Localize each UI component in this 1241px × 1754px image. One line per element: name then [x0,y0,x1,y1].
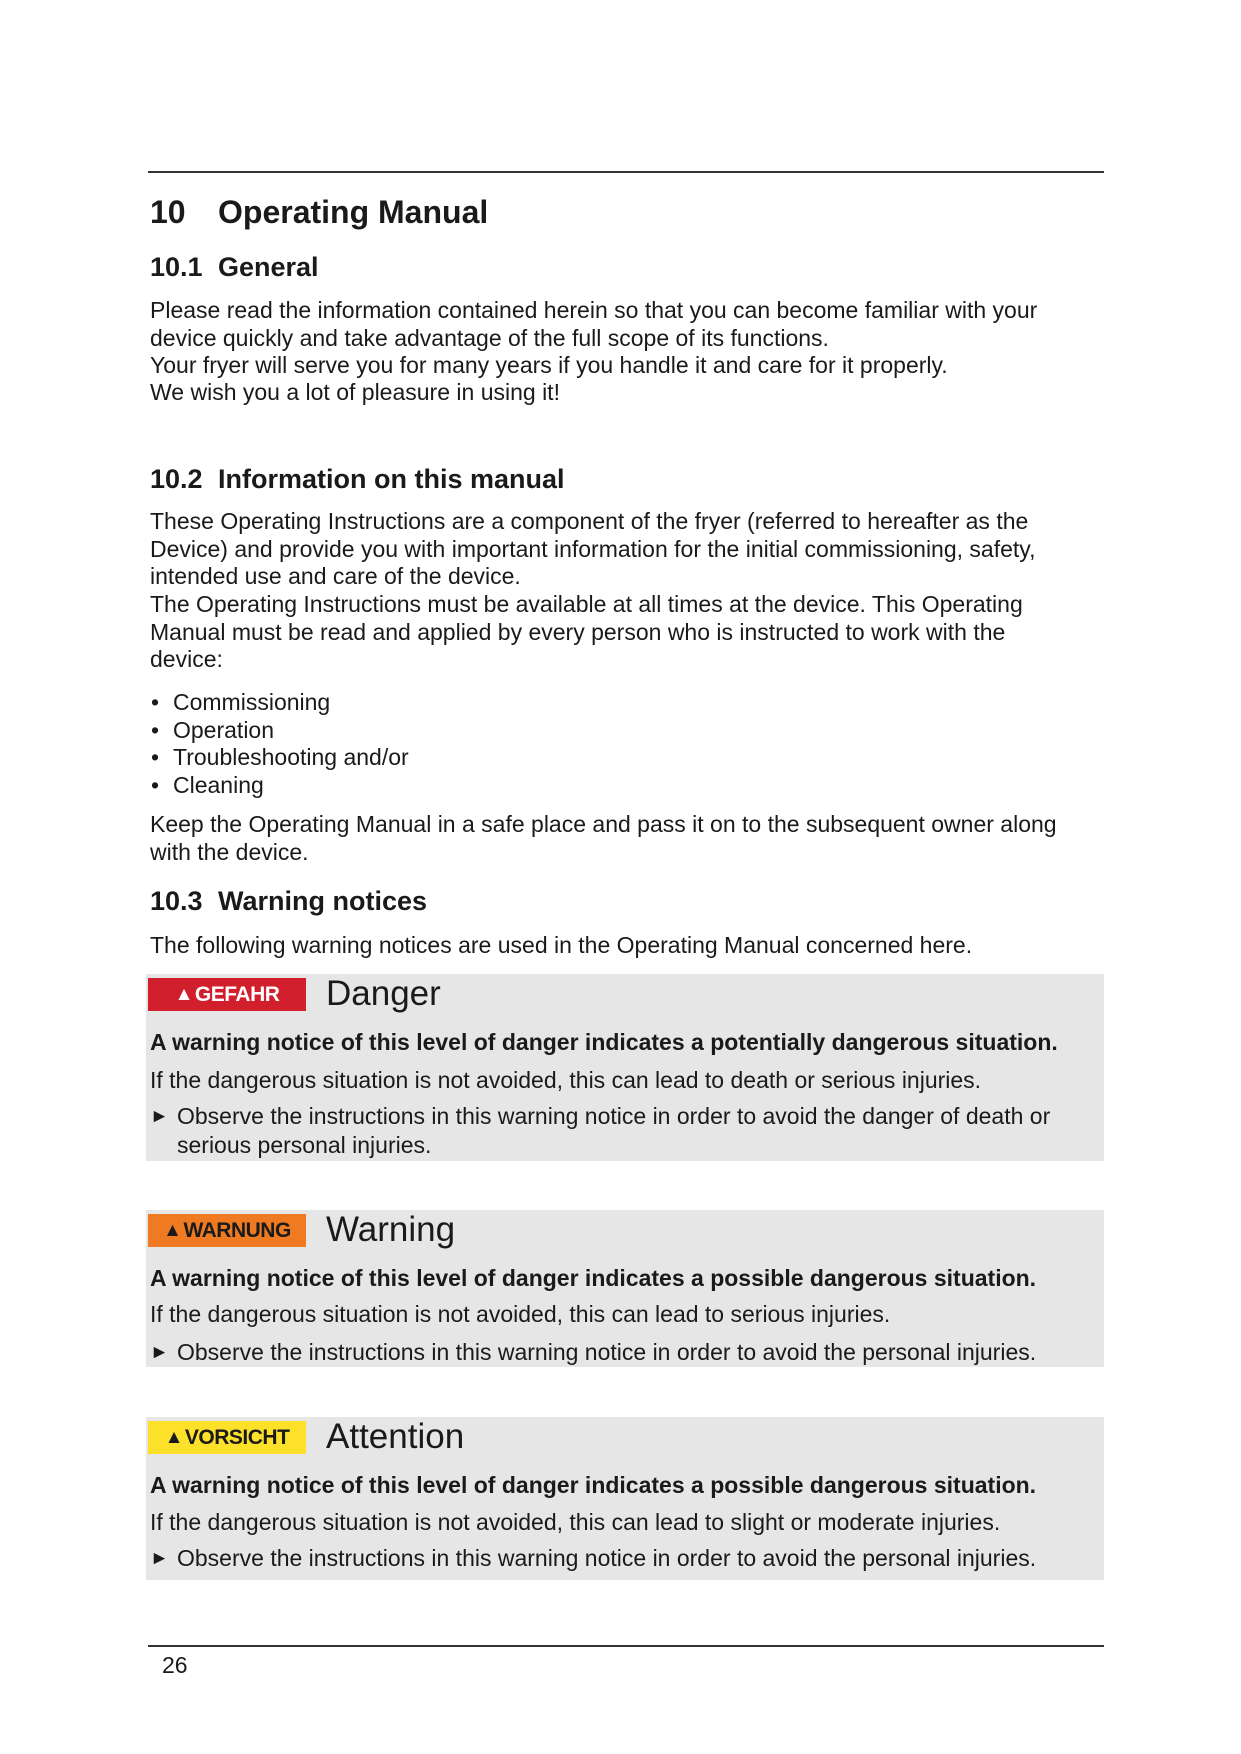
paragraph: Please read the information contained herein so that you can become familiar with your device quickly and take advantage of the full scope of its functions. [150,297,1038,351]
notice-title: Attention [326,1417,465,1456]
paragraph: Your fryer will serve you for many years if you handle it and care for it properly. [150,352,948,378]
section-heading-general [150,252,319,283]
arrow-right-icon: ► [150,1106,169,1127]
header-rule [148,171,1104,173]
notice-title: Danger [326,974,441,1013]
section-number: 10.2 [150,464,203,494]
notice-instruction [150,1338,1107,1367]
section-title: Information on this manual [218,464,565,494]
notice-instruction [150,1544,1107,1573]
warning-triangle-icon: ▲ [164,1426,183,1448]
danger-badge [148,978,306,1011]
section-heading-warnings [150,886,427,917]
list-item: • Operation [150,717,409,745]
chapter-title: Operating Manual [218,194,489,230]
footer-rule [148,1645,1104,1647]
instruction-text: Observe the instructions in this warning notice in order to avoid the danger of death or serious personal injuries. [177,1103,1051,1158]
notice-warning [146,1210,1104,1367]
bullet-list [150,689,409,799]
warning-triangle-icon: ▲ [163,1219,182,1241]
warning-badge [148,1214,306,1247]
section-heading-info [150,464,565,495]
notice-consequence: If the dangerous situation is not avoided, this can lead to serious injuries. [150,1301,891,1327]
arrow-right-icon: ► [150,1548,169,1569]
section-number: 10.1 [150,252,203,282]
caution-badge [148,1421,306,1454]
paragraph: The following warning notices are used in the Operating Manual concerned here. [150,932,973,958]
paragraph: Keep the Operating Manual in a safe place and pass it on to the subsequent owner along with the device. [150,811,1057,865]
notice-summary: A warning notice of this level of danger indicates a potentially dangerous situation. [150,1029,1058,1055]
notice-summary: A warning notice of this level of danger indicates a possible dangerous situation. [150,1265,1037,1291]
notice-attention [146,1417,1104,1580]
notice-danger [146,974,1104,1161]
badge-label: GEFAHR [194,982,280,1006]
list-item: • Cleaning [150,772,409,800]
list-item: • Commissioning [150,689,409,717]
list-item: • Troubleshooting and/or [150,744,409,772]
paragraph: We wish you a lot of pleasure in using it! [150,379,560,405]
section-title: General [218,252,319,282]
page-number: 26 [162,1652,188,1678]
instruction-text: Observe the instructions in this warning notice in order to avoid the personal injuries. [177,1339,1037,1365]
notice-summary: A warning notice of this level of danger indicates a possible dangerous situation. [150,1472,1037,1498]
badge-label: WARNUNG [183,1218,291,1242]
section-number: 10.3 [150,886,203,916]
chapter-number: 10 [150,194,186,230]
warning-triangle-icon: ▲ [174,983,193,1005]
arrow-right-icon: ► [150,1342,169,1363]
notice-instruction [150,1102,1107,1160]
notice-title: Warning [326,1210,456,1249]
notice-consequence: If the dangerous situation is not avoided, this can lead to death or serious injuries. [150,1067,982,1093]
chapter-heading [150,194,488,231]
section-title: Warning notices [218,886,428,916]
notice-consequence: If the dangerous situation is not avoided, this can lead to slight or moderate injuries. [150,1509,1001,1535]
badge-label: VORSICHT [184,1425,290,1449]
paragraph: The Operating Instructions must be available at all times at the device. This Operating Manual must be read and applied by every person who is instructed to work with the device: [150,591,1023,672]
paragraph: These Operating Instructions are a component of the fryer (referred to hereafter as the Device) and provide you with important information for the initial commissioning, safety, intended use and care of the device. [150,508,1036,589]
instruction-text: Observe the instructions in this warning notice in order to avoid the personal injuries. [177,1545,1037,1571]
